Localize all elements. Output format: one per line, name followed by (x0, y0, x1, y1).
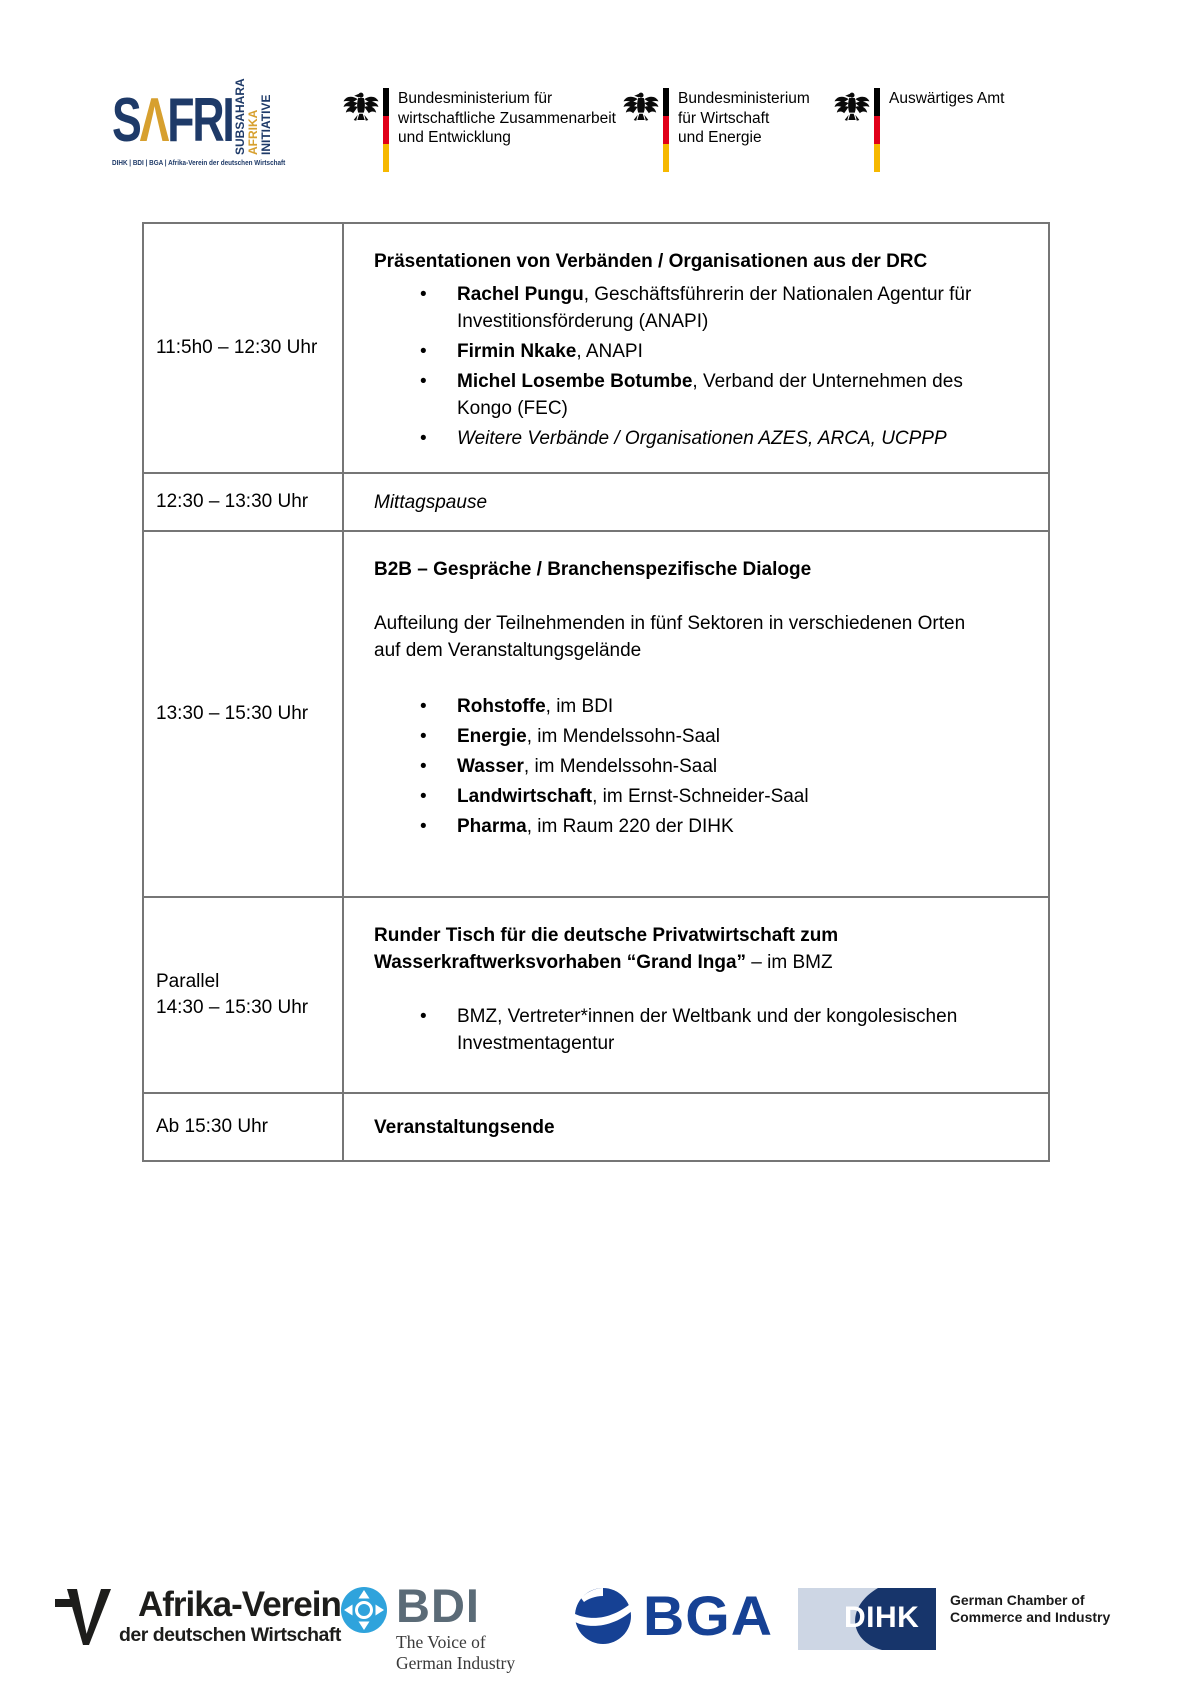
session-title-bold: Runder Tisch für die deutsche Privatwirtschaft zum Wasserkraftwerksvorhaben “Grand Inga” (374, 925, 839, 973)
session-title-suffix: – im BMZ (746, 952, 833, 973)
safri-vertical-afrika: AFRIKA (246, 109, 260, 155)
speaker-role: , Verband der Unternehmen des Kongo (FEC) (457, 371, 963, 419)
content-cell (344, 532, 1048, 896)
sector-name: Rohstoffe (457, 696, 546, 717)
list-item (420, 783, 1024, 810)
safri-tagline: DIHK | BDI | BGA | Afrika-Verein der deutschen Wirtschaft (112, 158, 286, 167)
speaker-role: , ANAPI (576, 341, 643, 362)
bdi-name: BDI (396, 1579, 480, 1632)
session-title: B2B – Gespräche / Branchenspezifische Dialoge (374, 559, 812, 580)
time-text: 11:5h0 – 12:30 Uhr (156, 337, 318, 358)
federal-eagle-icon (834, 90, 870, 124)
dihk-tagline-line-2: Commerce and Industry (950, 1609, 1111, 1625)
sector-name: Pharma (457, 816, 527, 837)
time-text: 13:30 – 15:30 Uhr (156, 703, 309, 724)
bdi-tagline-line-2: German Industry (396, 1653, 516, 1673)
time-text: Ab 15:30 Uhr (156, 1116, 268, 1137)
content-cell (344, 1094, 1048, 1160)
table-row (144, 472, 1048, 530)
bmwi-logo (623, 88, 810, 172)
safri-letter-s: S (112, 86, 140, 155)
dihk-mark (798, 1588, 936, 1650)
bullet-icon (420, 813, 457, 840)
table-row (144, 224, 1048, 472)
german-flag-stripe (663, 88, 669, 172)
content-cell (344, 474, 1048, 530)
safri-vertical-text (233, 78, 273, 155)
time-text: 12:30 – 13:30 Uhr (156, 491, 309, 512)
list-item (420, 813, 1024, 840)
time-cell (144, 474, 344, 530)
session-title: Veranstaltungsende (374, 1116, 555, 1138)
afrika-verein-text (119, 1586, 341, 1648)
bullet-icon (420, 425, 457, 452)
speaker-name: Rachel Pungu (457, 284, 584, 305)
bdi-tagline-line-1: The Voice of (396, 1632, 486, 1652)
safri-vertical-initiative: INITIATIVE (259, 94, 273, 155)
bga-globe-icon (573, 1586, 637, 1646)
bdi-logo (340, 1579, 516, 1674)
sector-location: , im Mendelssohn-Saal (526, 726, 720, 747)
session-title: Präsentationen von Verbänden / Organisationen aus der DRC (374, 251, 928, 272)
bullet-text (457, 813, 734, 840)
list-item (420, 723, 1024, 750)
safri-wordmark (112, 86, 233, 155)
bullet-list (374, 281, 1024, 452)
bullet-icon (420, 338, 457, 365)
afrika-verein-subtitle: der deutschen Wirtschaft (119, 1624, 341, 1646)
session-title: Mittagspause (374, 491, 488, 513)
sector-location: , im Raum 220 der DIHK (526, 816, 734, 837)
bullet-icon (420, 753, 457, 780)
aa-line-1: Auswärtiges Amt (889, 90, 1005, 107)
bullet-text (457, 338, 643, 365)
dihk-tagline (950, 1592, 1110, 1650)
auswaertiges-amt-text (889, 89, 1004, 109)
dihk-tagline-line-1: German Chamber of (950, 1592, 1085, 1608)
bmwi-line-2: für Wirtschaft (678, 109, 770, 127)
bmz-line-2: wirtschaftliche Zusammenarbeit (398, 109, 616, 127)
bmz-line-1: Bundesministerium für (398, 90, 553, 107)
speaker-role: , Geschäftsführerin der Nationalen Agentur für Investitionsförderung (ANAPI) (457, 284, 972, 332)
list-item (420, 753, 1024, 780)
german-flag-stripe (383, 88, 389, 172)
sector-location: , im Ernst-Schneider-Saal (592, 786, 809, 807)
bullet-text: Weitere Verbände / Organisationen AZES, ARCA, UCPPP (457, 428, 947, 449)
federal-eagle-icon (343, 90, 379, 124)
dihk-name: DIHK (844, 1601, 920, 1634)
list-item (420, 425, 1024, 452)
federal-eagle-icon (623, 90, 659, 124)
sector-location: , im BDI (545, 696, 614, 717)
bdi-rosette-icon (340, 1586, 388, 1634)
bullet-text (457, 753, 717, 780)
time-cell (144, 898, 344, 1092)
bmwi-line-3: und Energie (678, 129, 762, 146)
sector-name: Wasser (457, 756, 524, 777)
bullet-text (457, 368, 1002, 422)
bullet-text (457, 281, 1002, 335)
bullet-icon (420, 1003, 457, 1057)
bullet-list (374, 693, 1024, 840)
safri-logo (112, 78, 302, 184)
list-item (420, 693, 1024, 720)
safri-letters-fri: FRI (167, 86, 233, 155)
bullet-text (457, 723, 720, 750)
bmz-logo (343, 88, 616, 172)
session-title (374, 922, 1024, 976)
bga-name: BGA (643, 1584, 774, 1647)
content-cell (344, 898, 1048, 1092)
bmz-line-3: und Entwicklung (398, 129, 511, 146)
bullet-text (457, 693, 613, 720)
time-cell (144, 1094, 344, 1160)
time-cell (144, 532, 344, 896)
bmwi-line-1: Bundesministerium (678, 90, 810, 107)
speaker-name: Firmin Nkake (457, 341, 577, 362)
sector-name: Landwirtschaft (457, 786, 593, 807)
afrika-verein-monogram-icon (55, 1586, 111, 1648)
bullet-icon (420, 368, 457, 422)
bdi-text (396, 1579, 516, 1674)
time-cell (144, 224, 344, 472)
bullet-text (457, 783, 809, 810)
bga-logo (573, 1584, 774, 1647)
dihk-logo (798, 1588, 1110, 1650)
bullet-icon (420, 723, 457, 750)
list-item (420, 1003, 1024, 1057)
sector-location: , im Mendelssohn-Saal (523, 756, 718, 777)
afrika-verein-logo (55, 1586, 341, 1648)
bmz-logo-text (398, 89, 616, 148)
auswaertiges-amt-logo (834, 88, 1004, 172)
afrika-verein-name: Afrika-Verein (137, 1585, 341, 1624)
bmwi-logo-text (678, 89, 810, 148)
bdi-tagline (396, 1632, 515, 1674)
table-row (144, 1092, 1048, 1160)
content-cell (344, 224, 1048, 472)
list-item (420, 281, 1024, 335)
german-flag-stripe (874, 88, 880, 172)
time-text: 14:30 – 15:30 Uhr (156, 997, 309, 1018)
list-item (420, 338, 1024, 365)
bullet-text: BMZ, Vertreter*innen der Weltbank und der kongolesischen Investmentagentur (457, 1006, 958, 1054)
bullet-icon (420, 783, 457, 810)
time-text: Parallel (156, 971, 220, 992)
speaker-name: Michel Losembe Botumbe (457, 371, 693, 392)
bullet-icon (420, 693, 457, 720)
safri-vertical-subsahara: SUBSAHARA (233, 78, 247, 155)
agenda-table (142, 222, 1050, 1162)
safri-letter-a: Λ (139, 86, 168, 155)
table-row (144, 530, 1048, 896)
bullet-icon (420, 281, 457, 335)
session-description: Aufteilung der Teilnehmenden in fünf Sektoren in verschiedenen Orten auf dem Veranstaltungsgelände (374, 613, 966, 661)
bullet-list (374, 1003, 1024, 1057)
list-item (420, 368, 1024, 422)
sector-name: Energie (457, 726, 527, 747)
table-row (144, 896, 1048, 1092)
